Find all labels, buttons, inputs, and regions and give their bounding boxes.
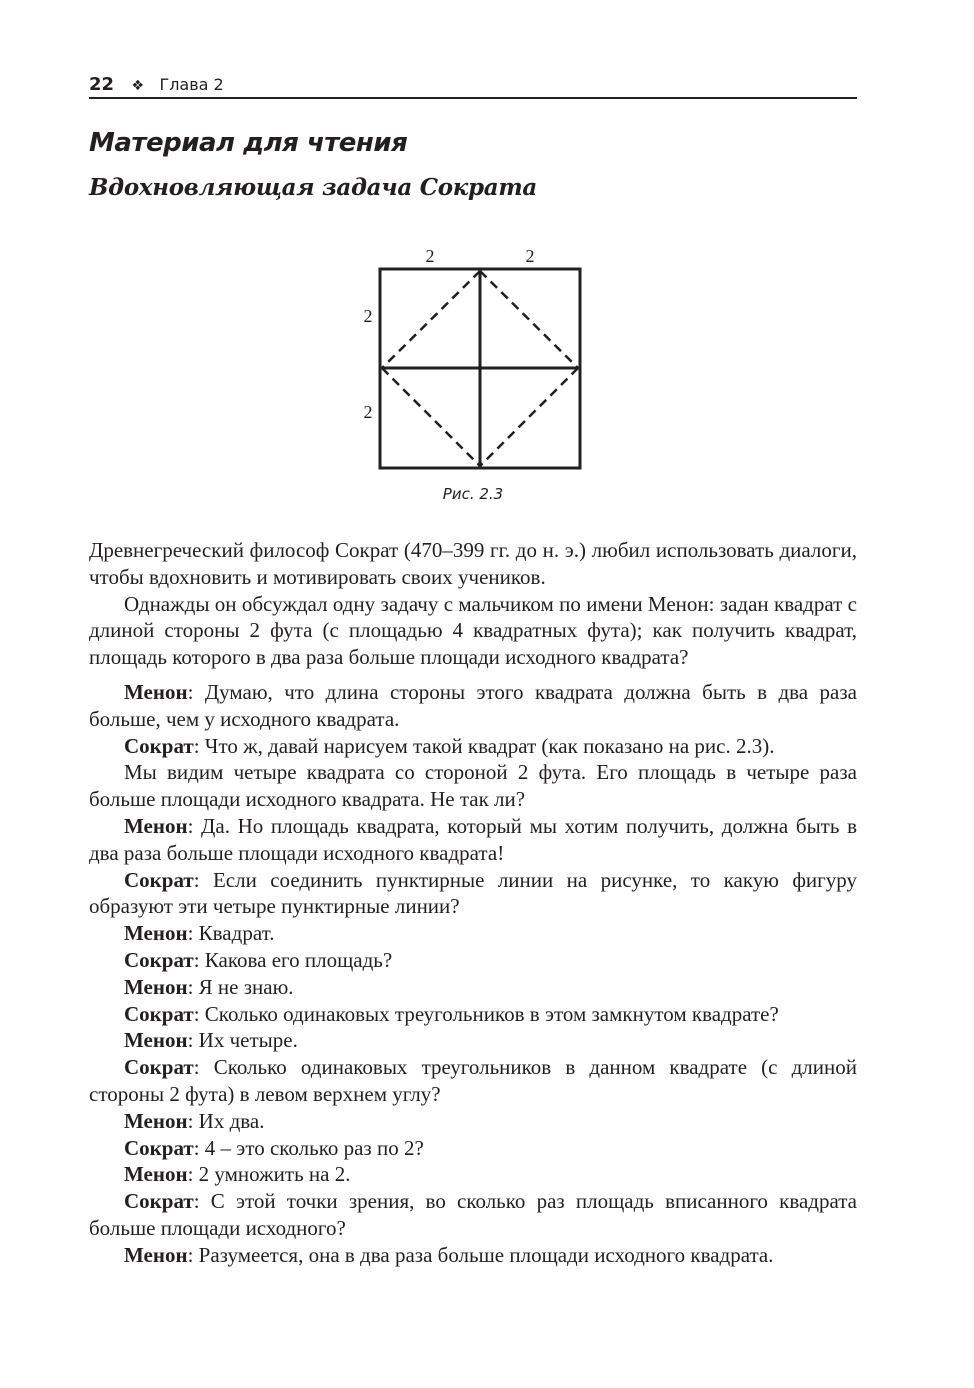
utterance: : Сколько одинаковых треугольников в этом замкнутом квадрате? — [193, 1001, 779, 1026]
dialogue-line — [89, 867, 857, 921]
dialogue-line — [89, 1054, 857, 1108]
speaker: Сократ — [124, 733, 194, 758]
chapter-label: Глава 2 — [159, 75, 224, 94]
speaker: Менон — [124, 974, 188, 999]
speaker: Менон — [124, 921, 188, 946]
utterance: : Да. Но площадь квадрата, который мы хотим получить, должна быть в два раза больше площади исходного квадрата! — [89, 813, 857, 865]
speaker: Менон — [124, 679, 188, 704]
speaker: Менон — [124, 1242, 188, 1267]
dialogue-line — [89, 1188, 857, 1242]
speaker: Сократ — [124, 1001, 194, 1026]
dialogue-line — [89, 920, 857, 947]
utterance: : Сколько одинаковых треугольников в данном квадрате (с длиной стороны 2 фута) в левом верхнем углу? — [89, 1055, 857, 1106]
utterance: : Если соединить пунктирные линии на рисунке, то какую фигуру образуют эти четыре пунктирные линии? — [89, 867, 857, 919]
dialogue-line — [89, 733, 857, 760]
dialogue-line — [89, 1108, 857, 1135]
speaker: Сократ — [124, 1055, 194, 1080]
dialogue-line — [89, 1161, 857, 1188]
label-top-left: 2 — [425, 246, 435, 266]
label-left-top: 2 — [363, 306, 373, 326]
dialogue-line — [89, 1135, 857, 1162]
utterance: : С этой точки зрения, во сколько раз площадь вписанного квадрата больше площади исходного? — [89, 1189, 857, 1240]
utterance: : Думаю, что длина стороны этого квадрата должна быть в два раза больше, чем у исходного квадрата. — [89, 679, 857, 731]
utterance: : Что ж, давай нарисуем такой квадрат (как показано на рис. 2.3). — [193, 733, 775, 758]
utterance: : 4 – это сколько раз по 2? — [193, 1135, 424, 1160]
paragraph: Древнегреческий философ Сократ (470–399 гг. до н. э.) любил использовать диалоги, чтобы вдохновить и мотивировать своих учеников. — [89, 538, 857, 589]
ornament-icon: ❖ — [131, 78, 145, 94]
figure-caption: Рис. 2.3 — [442, 485, 504, 503]
dialogue-line — [89, 813, 857, 867]
page-number: 22 — [89, 74, 115, 95]
utterance: : 2 умножить на 2. — [187, 1162, 351, 1187]
running-head — [89, 72, 857, 98]
speaker: Менон — [124, 1028, 188, 1053]
utterance: : Их четыре. — [187, 1028, 298, 1053]
label-left-bottom: 2 — [363, 402, 373, 422]
utterance: : Квадрат. — [187, 921, 275, 946]
header-rule — [89, 97, 857, 99]
speaker: Сократ — [124, 867, 194, 892]
dialogue-line — [89, 947, 857, 974]
utterance: : Их два. — [187, 1108, 265, 1133]
paragraph: Однажды он обсуждал одну задачу с мальчиком по имени Менон: задан квадрат с длиной стороны 2 фута (с площадью 4 квадратных фута); как получить квадрат, площадь которого в два раза больше площади исходного квадрата? — [89, 591, 857, 670]
section-title: Материал для чтения — [89, 128, 408, 158]
speaker: Менон — [124, 813, 188, 838]
speaker: Менон — [124, 1108, 188, 1133]
body-text — [89, 537, 857, 1269]
speaker: Менон — [124, 1162, 188, 1187]
dialogue-line — [89, 1027, 857, 1054]
dialogue-line — [89, 759, 857, 813]
dialogue-line — [89, 1242, 857, 1269]
squares-diagram — [359, 240, 589, 480]
speaker: Сократ — [124, 947, 194, 972]
utterance: : Какова его площадь? — [193, 947, 393, 972]
speaker: Сократ — [124, 1189, 194, 1214]
figure-2-3 — [359, 240, 589, 510]
label-top-right: 2 — [525, 246, 535, 266]
utterance: Мы видим четыре квадрата со стороной 2 фута. Его площадь в четыре раза больше площади исходного квадрата. Не так ли? — [89, 760, 857, 812]
speaker: Сократ — [124, 1135, 194, 1160]
utterance: : Я не знаю. — [187, 974, 294, 999]
dialogue-line — [89, 679, 857, 733]
dialogue-line — [89, 974, 857, 1001]
dialogue-line — [89, 1001, 857, 1028]
subsection-title: Вдохновляющая задача Сократа — [89, 174, 538, 201]
utterance: : Разумеется, она в два раза больше площади исходного квадрата. — [187, 1242, 774, 1267]
